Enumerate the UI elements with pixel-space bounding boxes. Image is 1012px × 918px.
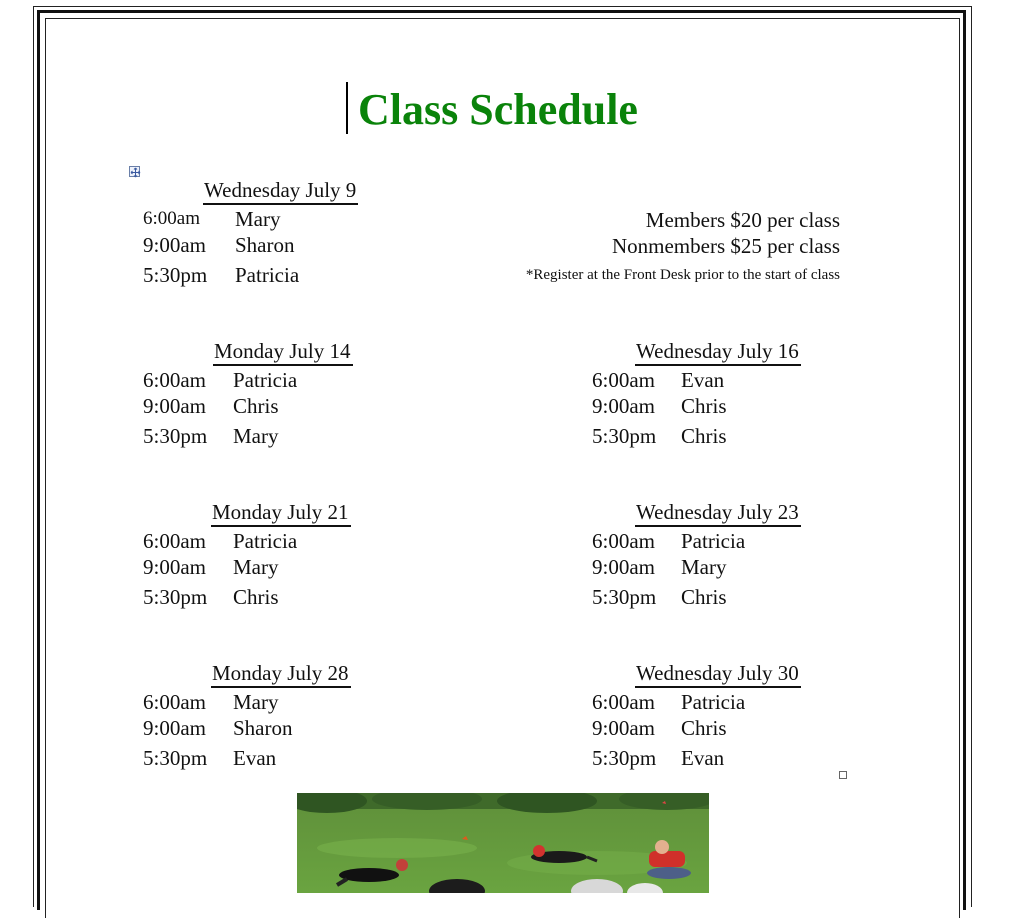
class-time[interactable]: 5:30pm [143,424,208,448]
class-instructor[interactable]: Mary [235,207,281,231]
class-time[interactable]: 9:00am [592,555,655,579]
class-time[interactable]: 9:00am [143,555,206,579]
class-instructor[interactable]: Chris [681,716,727,740]
class-time[interactable]: 9:00am [143,233,206,257]
class-instructor[interactable]: Patricia [681,690,746,714]
class-time[interactable]: 6:00am [592,690,655,714]
class-time[interactable]: 6:00am [143,690,206,714]
day-header[interactable]: Wednesday July 16 [635,339,801,366]
day-header[interactable]: Monday July 21 [211,500,351,527]
class-time[interactable]: 5:30pm [143,263,208,287]
class-instructor[interactable]: Chris [681,394,727,418]
class-instructor[interactable]: Sharon [233,716,293,740]
class-time[interactable]: 5:30pm [143,746,208,770]
class-instructor[interactable]: Mary [233,690,279,714]
class-time[interactable]: 6:00am [143,529,206,553]
class-instructor[interactable]: Patricia [235,263,300,287]
class-instructor[interactable]: Chris [233,585,279,609]
class-time[interactable]: 5:30pm [592,746,657,770]
class-instructor[interactable]: Evan [233,746,277,770]
class-time[interactable]: 5:30pm [143,585,208,609]
class-time[interactable]: 6:00am [143,208,200,229]
page-border-inner [45,18,960,918]
class-instructor[interactable]: Sharon [235,233,295,257]
class-instructor[interactable]: Mary [681,555,727,579]
class-instructor[interactable]: Patricia [233,368,298,392]
day-header[interactable]: Wednesday July 30 [635,661,801,688]
pricing-block [526,207,840,285]
table-move-handle-icon[interactable] [129,166,140,177]
day-header[interactable]: Monday July 14 [213,339,353,366]
day-header[interactable]: Monday July 28 [211,661,351,688]
class-instructor[interactable]: Mary [233,555,279,579]
members-price[interactable]: Members $20 per class [645,208,840,232]
page-title[interactable]: Class Schedule [358,85,638,134]
class-time[interactable]: 9:00am [143,394,206,418]
outdoor-workout-photo[interactable] [297,793,709,893]
table-resize-handle-icon[interactable] [839,771,847,779]
class-time[interactable]: 6:00am [592,368,655,392]
class-time[interactable]: 9:00am [592,716,655,740]
class-time[interactable]: 5:30pm [592,424,657,448]
class-instructor[interactable]: Chris [681,585,727,609]
day-header[interactable]: Wednesday July 23 [635,500,801,527]
class-instructor[interactable]: Patricia [681,529,746,553]
nonmembers-price[interactable]: Nonmembers $25 per class [611,234,840,258]
class-instructor[interactable]: Mary [233,424,279,448]
register-note[interactable]: *Register at the Front Desk prior to the start of class [525,267,840,283]
class-time[interactable]: 6:00am [592,529,655,553]
class-instructor[interactable]: Chris [233,394,279,418]
class-instructor[interactable]: Chris [681,424,727,448]
day-header[interactable]: Wednesday July 9 [203,178,358,205]
class-instructor[interactable]: Patricia [233,529,298,553]
class-instructor[interactable]: Evan [681,746,725,770]
text-cursor [346,82,348,134]
class-time[interactable]: 6:00am [143,368,206,392]
class-time[interactable]: 9:00am [592,394,655,418]
class-instructor[interactable]: Evan [681,368,725,392]
class-time[interactable]: 9:00am [143,716,206,740]
class-time[interactable]: 5:30pm [592,585,657,609]
